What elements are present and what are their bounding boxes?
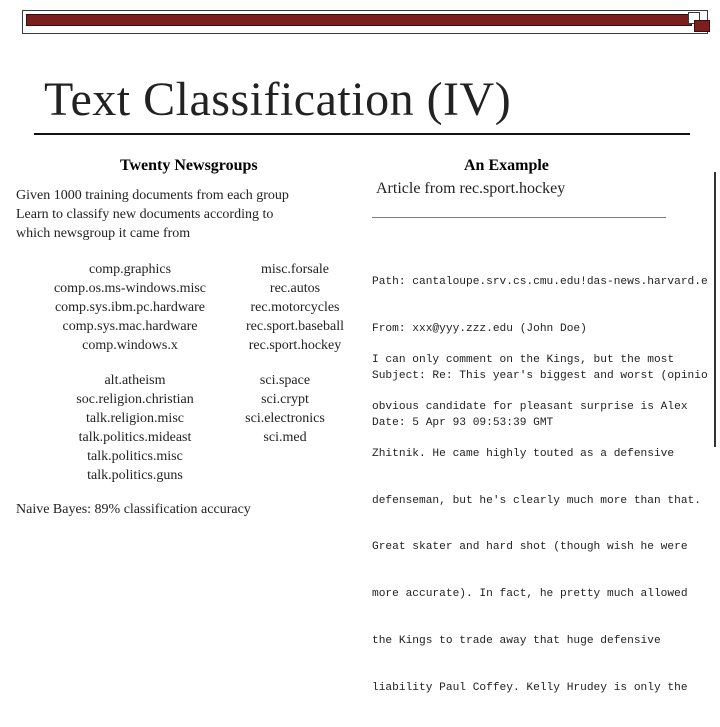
newsgroup-item: talk.religion.misc <box>86 411 184 426</box>
body-line: liability Paul Coffey. Kelly Hrudey is only the <box>372 681 688 694</box>
newsgroup-item: sci.crypt <box>261 392 309 407</box>
intro-line: Given 1000 training documents from each group <box>16 188 289 203</box>
newsgroup-item: talk.politics.mideast <box>78 430 192 445</box>
newsgroup-column-talk <box>40 371 230 485</box>
intro-line: Learn to classify new documents according to <box>16 207 274 222</box>
body-line: obvious candidate for pleasant surprise is Alex <box>372 400 688 413</box>
right-heading: An Example <box>464 157 549 174</box>
newsgroup-item: comp.windows.x <box>82 338 178 353</box>
header-line: Date: 5 Apr 93 09:53:39 GMT <box>372 416 554 429</box>
title-underline <box>34 133 690 135</box>
newsgroup-item: rec.motorcycles <box>250 300 340 315</box>
article-heading-rule <box>372 217 666 218</box>
top-bar-band <box>26 14 692 26</box>
slide-title: Text Classification (IV) <box>44 73 512 126</box>
header-line: Subject: Re: This year's biggest and worst (opinio <box>372 369 708 382</box>
newsgroup-item: rec.sport.hockey <box>248 338 342 353</box>
body-line: Great skater and hard shot (though wish he were <box>372 541 688 554</box>
newsgroup-item: sci.space <box>259 373 311 388</box>
left-heading: Twenty Newsgroups <box>120 157 258 174</box>
newsgroup-column-rec <box>220 260 370 355</box>
article-heading: Article from rec.sport.hockey <box>376 180 566 197</box>
example-article-panel <box>370 172 716 694</box>
newsgroup-item: comp.graphics <box>88 262 172 277</box>
header-line: Path: cantaloupe.srv.cs.cmu.edu!das-news.harvard.e <box>372 276 708 289</box>
body-line: Zhitnik. He came highly touted as a defensive <box>372 447 675 460</box>
newsgroup-item: talk.politics.guns <box>87 468 183 483</box>
newsgroup-item: misc.forsale <box>260 262 330 277</box>
newsgroup-item: alt.atheism <box>104 373 166 388</box>
top-bar-square-red <box>694 20 710 32</box>
newsgroup-item: soc.religion.christian <box>76 392 194 407</box>
newsgroup-item: comp.os.ms-windows.misc <box>53 281 207 296</box>
newsgroup-item: comp.sys.ibm.pc.hardware <box>54 300 206 315</box>
intro-text <box>16 186 356 243</box>
newsgroup-item: rec.sport.baseball <box>246 319 344 334</box>
newsgroup-item: sci.electronics <box>245 411 325 426</box>
body-line: I can only comment on the Kings, but the most <box>372 354 675 367</box>
newsgroup-column-sci <box>210 371 360 447</box>
intro-line: which newsgroup it came from <box>16 226 191 241</box>
decorative-top-bar <box>22 10 712 34</box>
newsgroup-column-comp <box>20 260 240 355</box>
body-line: defenseman, but he's clearly much more than that. <box>372 494 701 507</box>
newsgroup-item: talk.politics.misc <box>87 449 183 464</box>
newsgroup-item: sci.med <box>263 430 307 445</box>
body-line: the Kings to trade away that huge defensive <box>372 634 661 647</box>
accuracy-result: Naive Bayes: 89% classification accuracy <box>16 502 251 517</box>
header-line: From: xxx@yyy.zzz.edu (John Doe) <box>372 322 587 335</box>
newsgroup-item: comp.sys.mac.hardware <box>62 319 198 334</box>
newsgroup-item: rec.autos <box>269 281 321 296</box>
article-body <box>372 322 701 727</box>
body-line: more accurate). In fact, he pretty much allowed <box>372 588 688 601</box>
